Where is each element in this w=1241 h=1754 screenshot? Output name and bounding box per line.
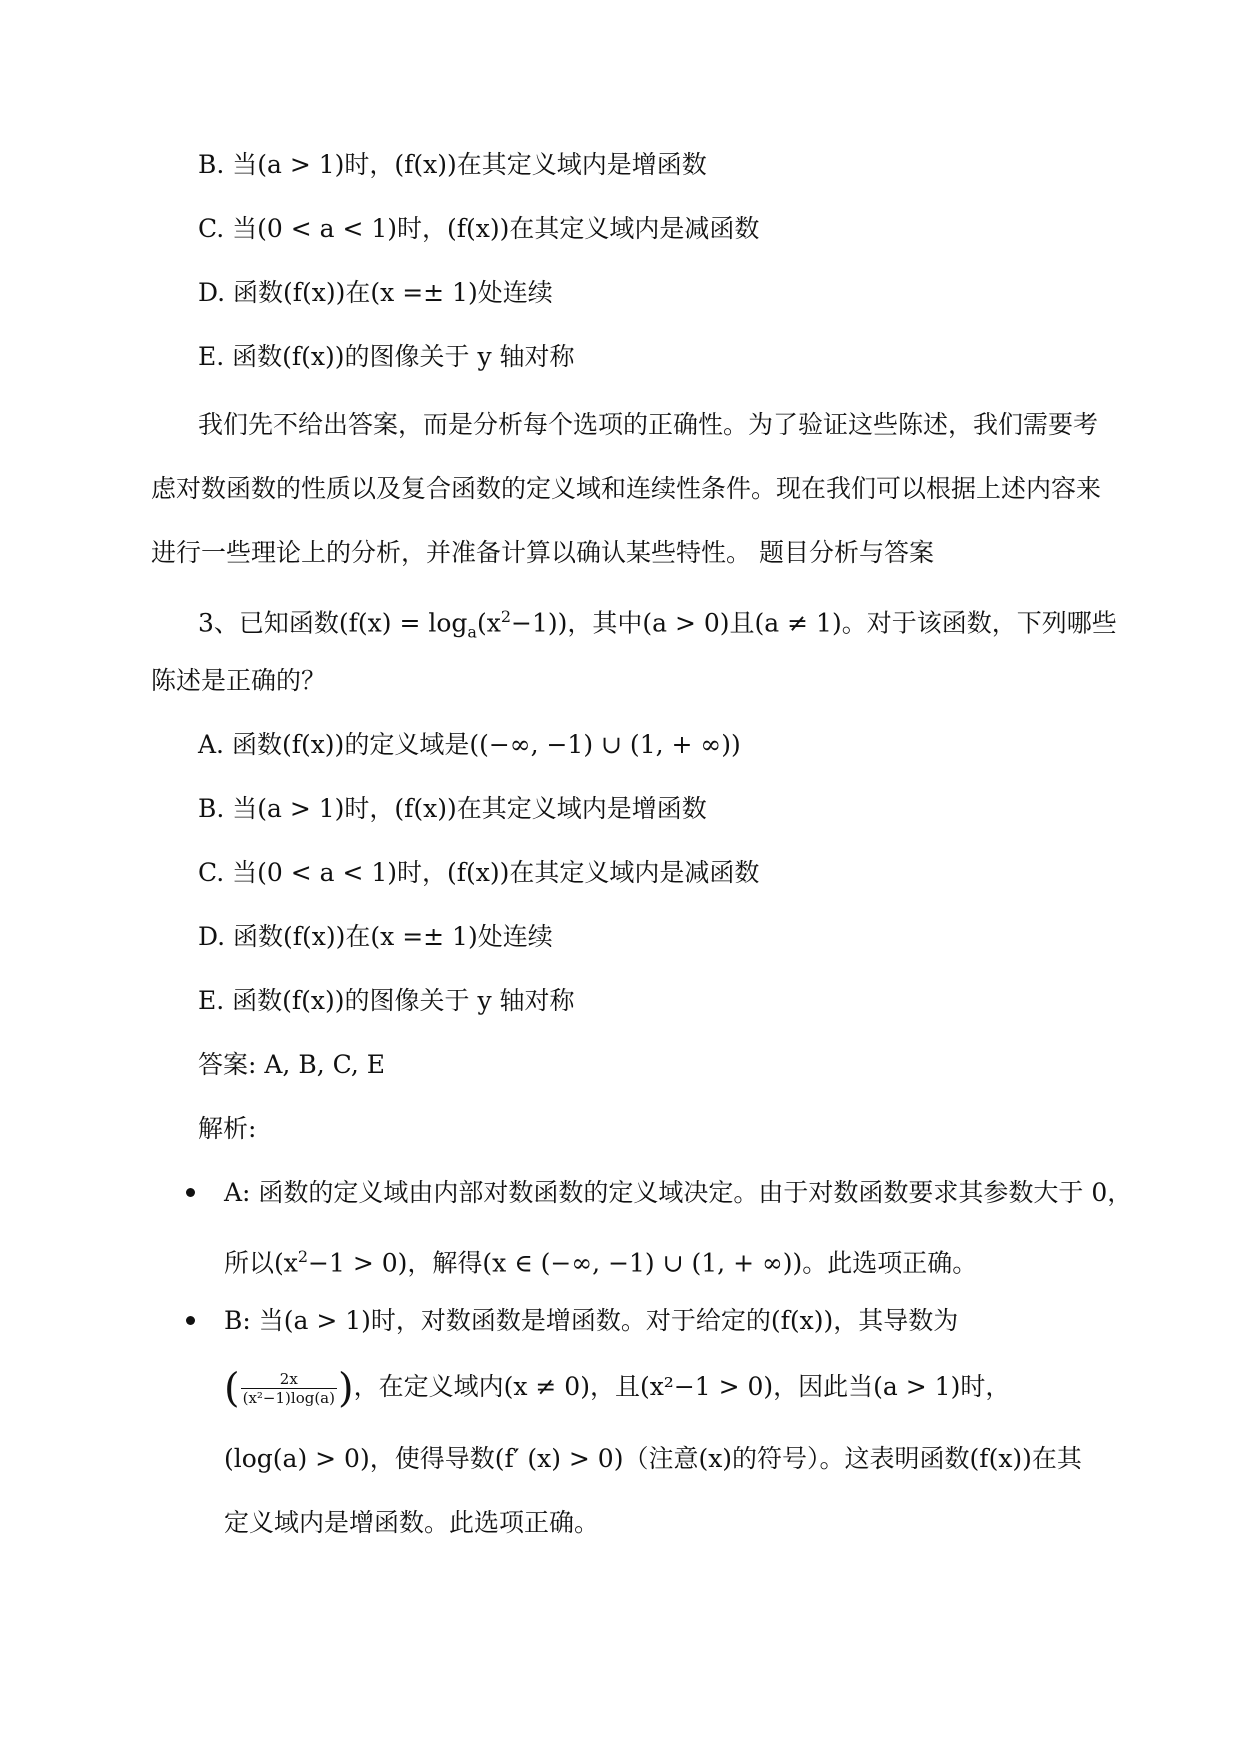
option-d: D. 函数(f(x))在(x =± 1)处连续: [198, 278, 553, 307]
q3-text-pre: 3、已知函数(f(x) = log: [198, 608, 468, 638]
bullet-a-line-2: [224, 1240, 977, 1280]
q3-text-post: −1))，其中(a > 0)且(a ≠ 1)。对于该函数，下列哪些: [511, 608, 1117, 638]
analysis-line-1: 我们先不给出答案，而是分析每个选项的正确性。为了验证这些陈述，我们需要考: [198, 410, 1099, 439]
q3-option-a: A. 函数(f(x))的定义域是((−∞, −1) ∪ (1, + ∞)): [198, 730, 741, 759]
bullet-b-line-4: 定义域内是增函数。此选项正确。: [224, 1508, 600, 1537]
q3-text-mid: (x: [476, 608, 501, 638]
bullet-b-line-1: B: 当(a > 1)时，对数函数是增函数。对于给定的(f(x))，其导数为: [224, 1306, 959, 1335]
q3-exponent: 2: [500, 607, 512, 626]
bullet-b-line-2-text: ，在定义域内(x ≠ 0)，且(x²−1 > 0)，因此当(a > 1)时，: [353, 1372, 1011, 1401]
q3-option-c: C. 当(0 < a < 1)时，(f(x))在其定义域内是减函数: [198, 858, 760, 887]
q3-option-e: E. 函数(f(x))的图像关于 y 轴对称: [198, 986, 575, 1015]
derivative-fraction: [241, 1370, 337, 1407]
bullet-a-exponent: 2: [297, 1247, 309, 1266]
option-e: E. 函数(f(x))的图像关于 y 轴对称: [198, 342, 575, 371]
bullet-b-dot: [186, 1316, 195, 1325]
fraction-numerator: 2x: [241, 1370, 337, 1389]
option-b: B. 当(a > 1)时，(f(x))在其定义域内是增函数: [198, 150, 707, 179]
analysis-line-2: 虑对数函数的性质以及复合函数的定义域和连续性条件。现在我们可以根据上述内容来: [151, 474, 1102, 503]
q3-option-d: D. 函数(f(x))在(x =± 1)处连续: [198, 922, 553, 951]
bullet-a-text-pre: 所以(x: [224, 1248, 298, 1278]
bullet-a-dot: [186, 1188, 195, 1197]
bullet-a-line-1: A: 函数的定义域由内部对数函数的定义域决定。由于对数函数要求其参数大于 0，: [224, 1178, 1133, 1207]
left-paren: (: [224, 1365, 240, 1412]
option-c: C. 当(0 < a < 1)时，(f(x))在其定义域内是减函数: [198, 214, 760, 243]
fraction-denominator: (x²−1)log(a): [242, 1389, 335, 1407]
q3-log-base: a: [467, 622, 477, 642]
bullet-a-text-post: −1 > 0)，解得(x ∈ (−∞, −1) ∪ (1, + ∞))。此选项正确。: [308, 1248, 978, 1278]
bullet-b-line-3: (log(a) > 0)，使得导数(f′ (x) > 0)（注意(x)的符号）。这表明函数(f(x))在其: [224, 1444, 1082, 1473]
right-paren: ): [337, 1365, 354, 1412]
answer-line: 答案: A, B, C, E: [198, 1050, 385, 1079]
question-3-line-2: 陈述是正确的？: [151, 666, 327, 695]
q3-option-b: B. 当(a > 1)时，(f(x))在其定义域内是增函数: [198, 794, 707, 823]
explanation-label: 解析:: [198, 1114, 257, 1143]
bullet-b-line-2: [224, 1365, 1011, 1412]
question-3-line-1: [198, 600, 1117, 649]
analysis-line-3: 进行一些理论上的分析，并准备计算以确认某些特性。 题目分析与答案: [151, 538, 934, 567]
